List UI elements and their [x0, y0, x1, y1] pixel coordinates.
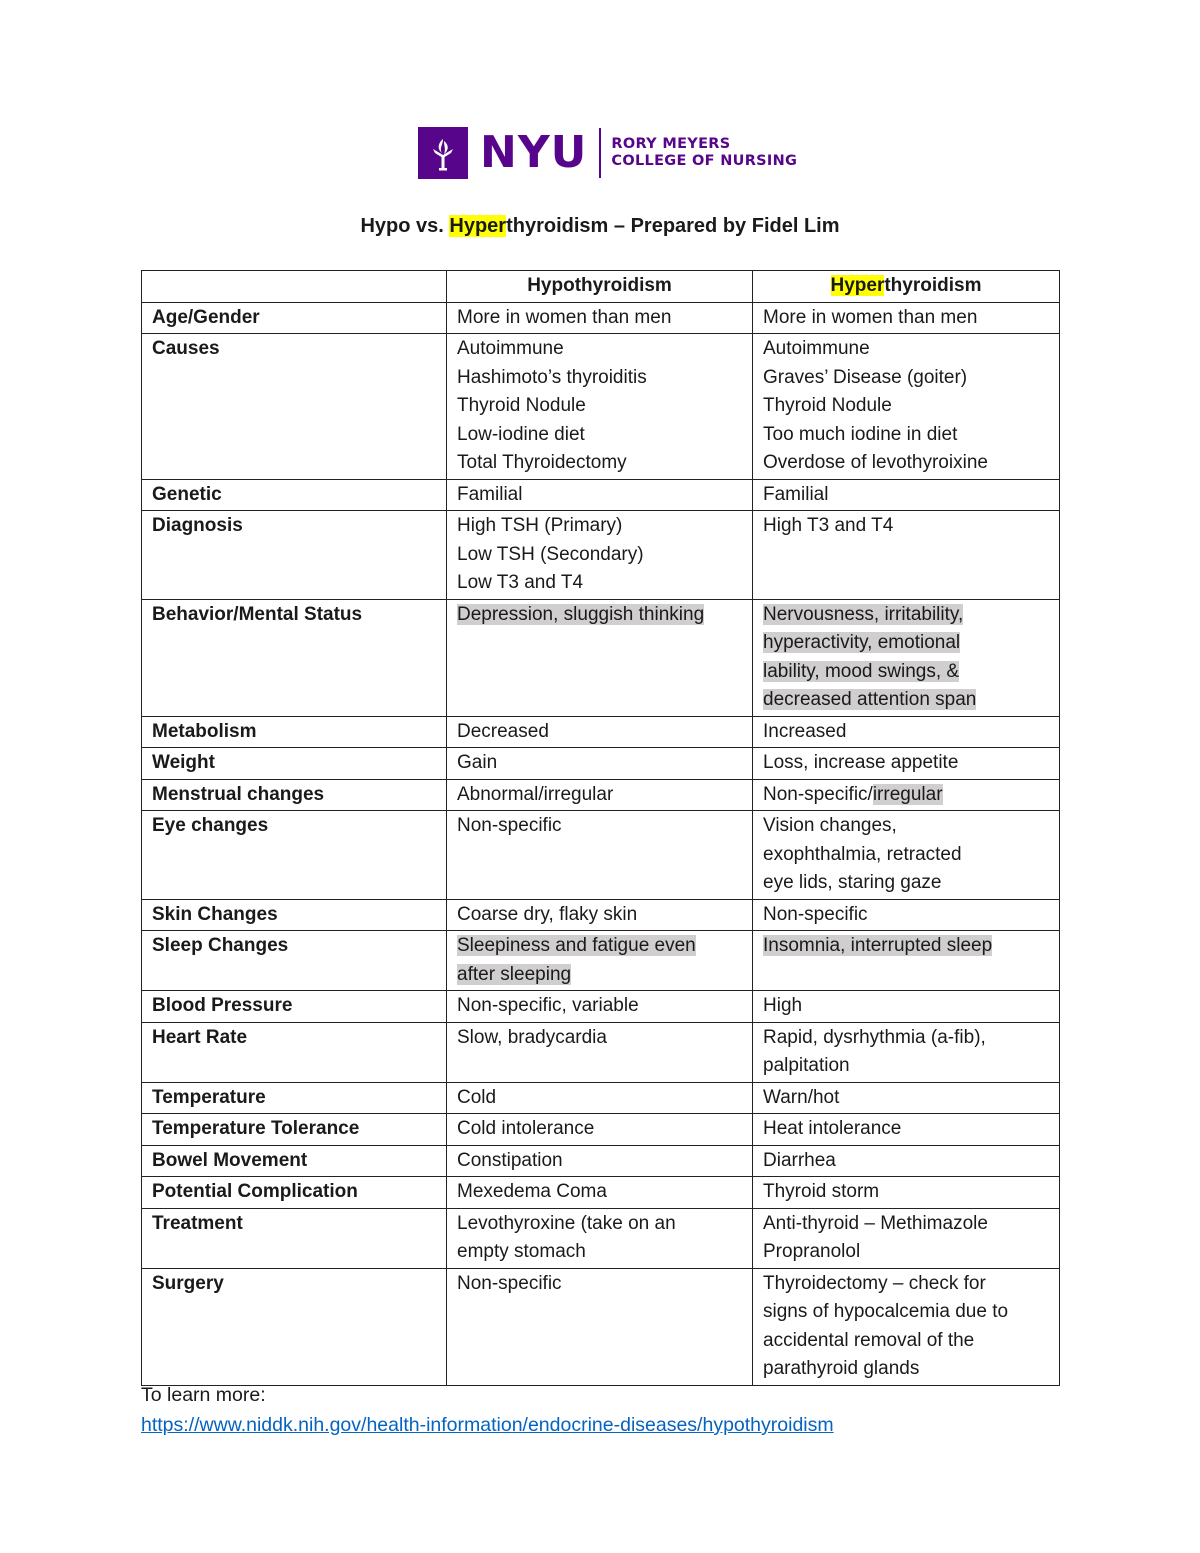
row-label: Heart Rate	[142, 1022, 447, 1082]
row-label: Bowel Movement	[142, 1145, 447, 1177]
cell-line: signs of hypocalcemia due to	[763, 1301, 1009, 1322]
hyper-cell	[753, 1114, 1060, 1146]
cell-line: Non-specific	[457, 1272, 562, 1294]
row-label: Behavior/Mental Status	[142, 599, 447, 716]
header-hyperthyroidism	[753, 271, 1060, 303]
cell-line: Insomnia, interrupted sleep	[763, 935, 993, 956]
row-label: Temperature	[142, 1082, 447, 1114]
logo-school-name	[611, 136, 797, 170]
cell-line: Loss, increase appetite	[763, 752, 959, 773]
hypo-cell	[447, 991, 753, 1023]
hyper-cell	[753, 511, 1060, 600]
table-row	[142, 599, 1060, 716]
cell-line: Abnormal/irregular	[457, 783, 614, 805]
row-label: Potential Complication	[142, 1177, 447, 1209]
hypo-cell	[447, 1208, 753, 1268]
cell-line: decreased attention span	[763, 689, 977, 710]
logo-brand: NYU	[480, 127, 588, 178]
table-row	[142, 1082, 1060, 1114]
document-title	[0, 215, 1200, 238]
hyper-cell	[753, 1145, 1060, 1177]
hyper-cell	[753, 302, 1060, 334]
logo-school-line2: COLLEGE OF NURSING	[611, 153, 798, 169]
cell-line: lability, mood swings, &	[763, 660, 960, 682]
cell-line: Constipation	[457, 1149, 563, 1171]
cell-line: exophthalmia, retracted	[763, 843, 962, 865]
cell-line: Autoimmune	[763, 338, 870, 359]
cell-line: Non-specific, variable	[457, 995, 639, 1016]
title-highlight: Hyper	[449, 215, 507, 237]
cell-line: Mexedema Coma	[457, 1181, 607, 1202]
hypo-cell	[447, 479, 753, 511]
table-row	[142, 334, 1060, 480]
hyper-cell	[753, 334, 1060, 480]
cell-line: Thyroidectomy – check for	[763, 1272, 986, 1294]
cell-line: High TSH (Primary)	[457, 515, 623, 536]
table-row	[142, 1177, 1060, 1209]
hypo-cell	[447, 599, 753, 716]
cell-line: Thyroid storm	[763, 1181, 880, 1202]
cell-line: Decreased	[457, 720, 549, 742]
cell-line: Low TSH (Secondary)	[457, 543, 644, 565]
table-row	[142, 511, 1060, 600]
table-row	[142, 302, 1060, 334]
nyu-logo	[418, 126, 797, 180]
row-label: Blood Pressure	[142, 991, 447, 1023]
table-row	[142, 1208, 1060, 1268]
cell-line: after sleeping	[457, 963, 572, 985]
hypo-cell	[447, 1082, 753, 1114]
hypo-cell	[447, 811, 753, 900]
hyper-cell	[753, 599, 1060, 716]
cell-line: Heat intolerance	[763, 1118, 902, 1139]
table-row	[142, 1268, 1060, 1385]
cell-highlight: irregular	[872, 783, 943, 805]
cell-line: Diarrhea	[763, 1149, 836, 1171]
hyper-cell	[753, 1208, 1060, 1268]
cell-line: Gain	[457, 752, 498, 773]
row-label: Temperature Tolerance	[142, 1114, 447, 1146]
cell-line: Propranolol	[763, 1241, 861, 1262]
row-label: Genetic	[142, 479, 447, 511]
hyper-cell	[753, 1268, 1060, 1385]
cell-line: Hashimoto’s thyroiditis	[457, 366, 647, 388]
cell-line: Autoimmune	[457, 338, 564, 359]
logo-school-line1: RORY MEYERS	[611, 136, 731, 152]
cell-line: High	[763, 995, 803, 1016]
hyper-cell	[753, 931, 1060, 991]
table-row	[142, 1145, 1060, 1177]
row-label: Age/Gender	[142, 302, 447, 334]
title-part1: Hypo vs.	[360, 215, 450, 237]
cell-line: hyperactivity, emotional	[763, 632, 961, 653]
cell-line: Vision changes,	[763, 815, 897, 836]
row-label: Diagnosis	[142, 511, 447, 600]
cell-line: Depression, sluggish thinking	[457, 603, 705, 625]
cell-line: Thyroid Nodule	[457, 395, 586, 416]
hyper-cell	[753, 899, 1060, 931]
cell-line: More in women than men	[457, 306, 672, 328]
table-row	[142, 479, 1060, 511]
row-label: Surgery	[142, 1268, 447, 1385]
cell-line: Thyroid Nodule	[763, 395, 892, 416]
hypo-cell	[447, 899, 753, 931]
cell-line: Nervousness, irritability,	[763, 603, 964, 625]
hypo-cell	[447, 511, 753, 600]
row-label: Skin Changes	[142, 899, 447, 931]
row-label: Treatment	[142, 1208, 447, 1268]
hyper-cell	[753, 1082, 1060, 1114]
row-label: Causes	[142, 334, 447, 480]
table-row	[142, 991, 1060, 1023]
hyper-cell	[753, 779, 1060, 811]
cell-line: eye lids, staring gaze	[763, 872, 942, 893]
hypo-cell	[447, 1177, 753, 1209]
cell-line: Familial	[457, 483, 523, 505]
cell-line: empty stomach	[457, 1241, 586, 1262]
table-row	[142, 1022, 1060, 1082]
cell-line: Graves’ Disease (goiter)	[763, 366, 968, 388]
cell-line: parathyroid glands	[763, 1358, 920, 1379]
table-row	[142, 748, 1060, 780]
cell-line: Warn/hot	[763, 1086, 840, 1108]
row-label: Menstrual changes	[142, 779, 447, 811]
table-row	[142, 899, 1060, 931]
logo-divider	[599, 128, 601, 178]
cell-line: accidental removal of the	[763, 1329, 975, 1351]
header-hypothyroidism: Hypothyroidism	[447, 271, 753, 303]
hyper-cell	[753, 479, 1060, 511]
torch-icon	[418, 127, 468, 179]
hyper-cell	[753, 1177, 1060, 1209]
hypo-cell	[447, 302, 753, 334]
hyper-cell	[753, 811, 1060, 900]
header-hyper-rest: thyroidism	[884, 275, 982, 296]
hypo-cell	[447, 1022, 753, 1082]
header-empty-cell	[142, 271, 447, 303]
table-row	[142, 811, 1060, 900]
cell-line: Rapid, dysrhythmia (a-fib),	[763, 1026, 986, 1048]
table-header-row	[142, 271, 1060, 303]
hyper-cell	[753, 716, 1060, 748]
cell-line: Anti-thyroid – Methimazole	[763, 1212, 988, 1234]
cell-line: Cold	[457, 1086, 497, 1108]
hypo-cell	[447, 748, 753, 780]
cell-line: Coarse dry, flaky skin	[457, 903, 638, 925]
hypo-cell	[447, 1114, 753, 1146]
learn-more-link[interactable]: https://www.niddk.nih.gov/health-information/endocrine-diseases/hypothyroidism	[141, 1414, 834, 1436]
cell-line: Total Thyroidectomy	[457, 452, 627, 473]
table-row	[142, 1114, 1060, 1146]
hypo-cell	[447, 1145, 753, 1177]
row-label: Sleep Changes	[142, 931, 447, 991]
cell-line: Non-specific	[763, 903, 868, 925]
hyper-cell	[753, 991, 1060, 1023]
cell-line: Cold intolerance	[457, 1118, 595, 1139]
cell-line: More in women than men	[763, 306, 978, 328]
hyper-cell	[753, 1022, 1060, 1082]
hypo-cell	[447, 779, 753, 811]
cell-line: Familial	[763, 483, 829, 505]
hypo-cell	[447, 931, 753, 991]
table-row	[142, 779, 1060, 811]
cell-line: Slow, bradycardia	[457, 1026, 607, 1048]
cell-line: Increased	[763, 720, 847, 742]
cell-line: Sleepiness and fatigue even	[457, 935, 696, 956]
header-hyper-highlight: Hyper	[830, 275, 885, 296]
cell-line: Levothyroxine (take on an	[457, 1212, 676, 1234]
cell-line: Too much iodine in diet	[763, 423, 958, 445]
cell-line: Low-iodine diet	[457, 423, 585, 445]
row-label: Metabolism	[142, 716, 447, 748]
row-label: Weight	[142, 748, 447, 780]
hypo-cell	[447, 1268, 753, 1385]
hypo-cell	[447, 334, 753, 480]
cell-line: Overdose of levothyroixine	[763, 452, 988, 473]
row-label: Eye changes	[142, 811, 447, 900]
cell-line: High T3 and T4	[763, 515, 894, 536]
cell-text: Non-specific/	[763, 783, 873, 805]
table-row	[142, 716, 1060, 748]
cell-line: Non-specific	[457, 815, 562, 836]
cell-line: Low T3 and T4	[457, 572, 584, 593]
hyper-cell	[753, 748, 1060, 780]
title-part2: thyroidism – Prepared by Fidel Lim	[506, 215, 840, 237]
learn-more-label: To learn more:	[141, 1384, 266, 1406]
hypo-cell	[447, 716, 753, 748]
comparison-table	[141, 270, 1060, 1386]
cell-line: palpitation	[763, 1055, 850, 1076]
table-row	[142, 931, 1060, 991]
